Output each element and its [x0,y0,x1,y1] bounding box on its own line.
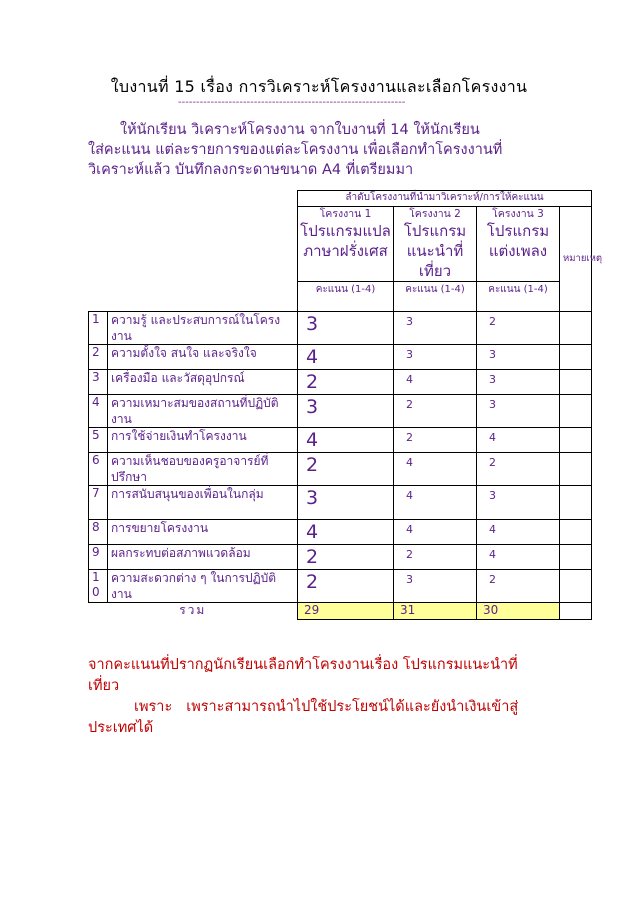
criterion: ความเหมาะสมของสถานที่ปฏิบัติงาน [108,395,298,428]
score-project-3: 2 [477,570,560,603]
score-project-3: 4 [477,520,560,545]
row-number: 7 [89,486,108,520]
project-3-header [477,207,560,282]
score-project-3: 3 [477,486,560,520]
memo-cell [560,570,592,603]
table-row [89,486,592,520]
score-project-2: 4 [394,486,477,520]
table-row [89,545,592,570]
project-3-name: โปรแกรมแต่งเพลง [486,222,550,260]
memo-header: หมายเหตุ [560,207,592,312]
row-number: 5 [89,428,108,453]
score-project-1: 2 [298,370,394,395]
score-project-2: 2 [394,428,477,453]
row-number: 1 [89,312,108,345]
result-line-4: ประเทศได้ [88,720,154,736]
score-project-3: 4 [477,428,560,453]
group-header: ลำดับโครงงานที่นำมาวิเคราะห์/การให้คะแนน [298,191,592,207]
row-number: 2 [89,345,108,370]
score-project-1: 4 [298,428,394,453]
instruction-line-2: ใส่คะแนน แต่ละรายการของแต่ละโครงงาน เพื่อเลือกทำโครงงานที่ [88,142,503,158]
score-project-1: 3 [298,486,394,520]
criterion: ความสะดวกต่าง ๆ ในการปฏิบัติงาน [108,570,298,603]
total-project-2: 31 [394,603,477,620]
table-row [89,453,592,486]
memo-cell [560,520,592,545]
worksheet-title: ใบงานที่ 15 เรื่อง การวิเคราะห์โครงงานและเลือกโครงงาน [110,77,528,96]
memo-cell [560,486,592,520]
table-row [89,395,592,428]
score-project-2: 3 [394,312,477,345]
table-corner-blank [89,191,298,312]
instruction-line-3: วิเคราะห์แล้ว บันทึกลงกระดาษขนาด A4 ที่เตรียมมา [88,162,414,178]
instruction-line-1: ให้นักเรียน วิเคราะห์โครงงาน จากใบงานที่ 14 ให้นักเรียน [120,122,480,138]
total-label: รวม [89,603,298,620]
criterion: การใช้จ่ายเงินทำโครงงาน [108,428,298,453]
result-line-1: จากคะแนนที่ปรากฏนักเรียนเลือกทำโครงงานเรื่อง โปรแกรมแนะนำที่ [88,657,518,673]
criterion: เครื่องมือ และวัสดุอุปกรณ์ [108,370,298,395]
memo-cell [560,370,592,395]
row-number: 10 [89,570,108,603]
project-2-label: โครงงาน 2 [409,208,461,220]
memo-cell [560,428,592,453]
memo-cell [560,545,592,570]
score-project-2: 3 [394,345,477,370]
score-label-2: คะแนน (1-4) [394,282,477,312]
instruction-paragraph [88,120,568,180]
score-project-3: 2 [477,312,560,345]
table-row [89,312,592,345]
project-3-label: โครงงาน 3 [492,208,544,220]
row-number: 4 [89,395,108,428]
score-project-3: 2 [477,453,560,486]
row-number: 6 [89,453,108,486]
criterion: ความเห็นชอบของครูอาจารย์ที่ปรึกษา [108,453,298,486]
because-text: เพราะสามารถนำไปใช้ประโยชน์ได้และยังนำเงินเข้าสู่ [186,699,519,715]
project-1-header [298,207,394,282]
memo-cell [560,453,592,486]
result-paragraph [88,655,588,739]
project-2-header [394,207,477,282]
memo-cell [560,312,592,345]
criterion: การสนับสนุนของเพื่อนในกลุ่ม [108,486,298,520]
score-project-1: 4 [298,345,394,370]
memo-cell [560,603,592,620]
score-project-3: 3 [477,395,560,428]
score-project-3: 3 [477,345,560,370]
score-label-3: คะแนน (1-4) [477,282,560,312]
table-row [89,345,592,370]
score-project-1: 2 [298,545,394,570]
table-row [89,520,592,545]
table-row [89,570,592,603]
score-project-1: 3 [298,395,394,428]
score-project-2: 4 [394,370,477,395]
result-line-2: เที่ยว [88,678,120,694]
project-score-table [88,190,603,620]
score-project-3: 3 [477,370,560,395]
memo-cell [560,395,592,428]
because-label: เพราะ [134,699,173,715]
row-number: 9 [89,545,108,570]
score-project-1: 2 [298,570,394,603]
score-project-1: 3 [298,312,394,345]
project-2-name: โปรแกรมแนะนำที่เที่ยว [403,222,467,280]
score-project-1: 4 [298,520,394,545]
table-row [89,370,592,395]
criterion: ผลกระทบต่อสภาพแวดล้อม [108,545,298,570]
score-project-2: 2 [394,545,477,570]
score-project-2: 4 [394,453,477,486]
score-label-1: คะแนน (1-4) [298,282,394,312]
total-project-1: 29 [298,603,394,620]
score-project-2: 4 [394,520,477,545]
score-project-2: 3 [394,570,477,603]
row-number: 8 [89,520,108,545]
title-separator: --------------------------------------------------------------- [178,97,406,108]
score-project-3: 4 [477,545,560,570]
project-1-name: โปรแกรมแปลภาษาฝรั่งเศส [300,222,391,260]
memo-cell [560,345,592,370]
score-project-1: 2 [298,453,394,486]
criterion: ความตั้งใจ สนใจ และจริงใจ [108,345,298,370]
criterion: การขยายโครงงาน [108,520,298,545]
total-row [89,603,592,620]
row-number: 3 [89,370,108,395]
criterion: ความรู้ และประสบการณ์ในโครงงาน [108,312,298,345]
project-1-label: โครงงาน 1 [319,208,372,220]
table-row [89,428,592,453]
total-project-3: 30 [477,603,560,620]
score-project-2: 2 [394,395,477,428]
